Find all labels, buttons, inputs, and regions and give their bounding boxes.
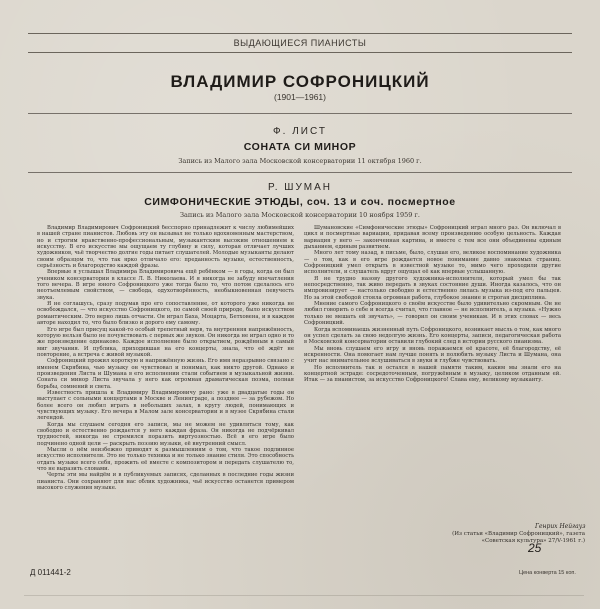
article-paragraph: Я не соглашусь, сразу подумав про его сопоставление, от которого уже никогда не освобождался, — что искусство Софроницкого, по самой своей природе, было искусством романтическим. Это верно лишь отчасти. Он играл Баха, Моцарта, Бетховена, и в каждом авторе находил то, что было близко и дорого ему самому. (37, 301, 294, 327)
recording-note-schumann: Запись из Малого зала Московской консерватории 10 ноября 1959 г. (180, 211, 420, 219)
artist-name: ВЛАДИМИР СОФРОНИЦКИЙ (170, 72, 430, 91)
recording-note-liszt: Запись из Малого зала Московской консерватории 11 октября 1960 г. (178, 157, 422, 165)
article-paragraph: Я не трудно назову другого художника-исполнителя, который умел бы так непосредственно, так живо передать в звуках состояние души. Иногда казалось, что он импровизирует — настолько свободно и естественно лилась музыка из-под его пальцев. Но за этой свободой стояла огромная работа, глубокое знание и строгая дисциплина. (304, 275, 561, 301)
article-paragraph: Когда мы слушаем сегодня его записи, мы не можем не удивляться тому, как свободно и естественно рождается у него каждая фраза. Он никогда не подчёркивал трудностей, никогда не стремился поразить виртуозностью. Всё в его игре было подчинено одной цели — раскрыть поэзию музыки, её внутренний смысл. (37, 421, 294, 447)
credit-author: Генрих Нейгауз (535, 523, 586, 530)
article-paragraph: Мнение самого Софроницкого о своём искусстве было удивительно скромным. Он не любил говорить о себе и всегда считал, что главное — не исполнитель, а музыка. «Нужно только не мешать ей звучать», — говорил он своим ученикам. И в этих словах — весь Софроницкий. (304, 301, 561, 327)
article-paragraph: Мы вновь слушаем его игру и вновь поражаемся её красоте, её благородству, её искренности. Она помогает нам лучше понять и полюбить музыку Листа и Шумана, она учит нас внимательнее вслушиваться в звуки и глубже чувствовать. (304, 345, 561, 365)
article-paragraph: Мысли о нём неизбежно приводят к размышлениям о том, что такое подлинное искусство исполнителя. Это не только техника и не только знание стиля. Это способность отдать музыке всего себя, прожить её вместе с композитором и передать слушателю то, что не выразить словами. (37, 447, 294, 473)
article-paragraph: Но исполнитель так и остался в нашей памяти таким, каким мы знали его на концертной эстраде: сосредоточенным, погружённым в музыку, целиком отданным ей. Итак — за пианистом, за искусство Софроницкого! Слава ему, великому музыканту. (304, 364, 561, 384)
divider (28, 113, 572, 114)
article-column-left (37, 225, 294, 567)
series-title: ВЫДАЮЩИЕСЯ ПИАНИСТЫ (28, 33, 572, 53)
article-paragraph: Впервые я услышал Владимира Владимировича ещё ребёнком — в годы, когда он был учеником консерватории в классе Л. В. Николаева. И я никогда не забуду впечатления того вечера. В игре юного Софроницкого уже тогда было то, что потом сделалось его неотъемлемым свойством, — свобода, одухотворённость, необыкновенная певучесть звука. (37, 269, 294, 301)
article-paragraph: Шумановские «Симфонические этюды» Софроницкий играл много раз. Он включал в цикл и посмертные вариации, придавая всему произведению особую цельность. Каждая вариация у него — законченная картина, и вместе с тем все они объединены единым дыханием, единым развитием. (304, 225, 561, 251)
divider (28, 172, 572, 173)
price-label: Цена конверта 15 коп. (519, 570, 576, 576)
work-title-sonata: СОНАТА СИ МИНОР (243, 141, 357, 153)
price-value: 25 (528, 541, 542, 555)
article-paragraph: Когда вспоминаешь жизненный путь Софроницкого, возникает мысль о том, как много он успел сделать за свою недолгую жизнь. Его концерты, записи, педагогическая работа в Московской консерватории оставили глубокий след в истории русского пианизма. (304, 326, 561, 346)
artist-years: (1901—1961) (274, 92, 326, 102)
catalog-number: Д 011441-2 (30, 568, 71, 577)
article-paragraph: Его игре был присущ какой-то особый трепетный нерв, та внутренняя напряжённость, которую нельзя было не почувствовать с первых же звуков. Он никогда не играл одно и то же произведение одинаково. Каждое исполнение было открытием, рождённым в самый миг звучания. И публика, приходившая на его концерты, знала, что её ждёт не повторение, а встреча с живой музыкой. (37, 326, 294, 358)
article-paragraph: Софроницкий прожил короткую и напряжённую жизнь. Его имя неразрывно связано с именем Скрябина, чью музыку он чувствовал и понимал, как никто другой. Однако и произведения Листа и Шумана в его исполнении стали событием в музыкальной жизни. Соната си минор Листа звучала у него как огромная драматическая поэма, полная борьбы, сомнений и света. (37, 358, 294, 390)
article-paragraph: Черты эти мы найдём и в публикуемых записях, сделанных в последние годы жизни пианиста. Они сохраняют для нас облик художника, чьё искусство останется примером высокого служения музыке. (37, 472, 294, 492)
composer-liszt: Ф. ЛИСТ (273, 126, 327, 137)
article-paragraph: Владимир Владимирович Софроницкий бесспорно принадлежит к числу любимейших в нашей стране пианистов. Любовь эту он вызывал не только вдохновенным мастерством, но и строгим нравственно-профессиональным, музыкантским высоким отношением к искусству. В его искусстве мы ощущаем ту глубину и силу, которая отличает лучших художников, чьё творчество долгие годы питает слушателей. Молодые музыканты делают своим образцом то, что так ярко отличало его: преданность музыке, естественность, серьёзность и благородство каждой фразы. (37, 225, 294, 270)
work-title-etudes: СИМФОНИЧЕСКИЕ ЭТЮДЫ, соч. 13 и соч. посмертное (144, 196, 456, 208)
sleeve-bottom-edge (24, 595, 584, 602)
article-paragraph: Известность пришла к Владимиру Владимировичу рано: уже в двадцатые годы он выступает с сольными концертами в Москве и Ленинграде, а позднее — за рубежом. Но более всего он любил играть в небольших залах, в кругу людей, понимающих и чувствующих музыку. Его вечера в Малом зале консерватории и в музее Скрябина стали легендой. (37, 389, 294, 422)
composer-schumann: Р. ШУМАН (267, 182, 333, 193)
article-column-right (304, 225, 561, 525)
credit-source: (Из статьи «Владимир Софроницкий», газета «Советская культура» 27/V-1961 г.) (452, 531, 585, 544)
article-paragraph: Много лет тому назад, в письме, было, слушая его, великое воспоминание художника — о том, как в его игре рождается новое понимание давно знакомых страниц. Софроницкий умел открыть в известной музыке то, мимо чего проходили другие исполнители, и слушатель вдруг ощущал её как впервые услышанную. (304, 250, 561, 276)
